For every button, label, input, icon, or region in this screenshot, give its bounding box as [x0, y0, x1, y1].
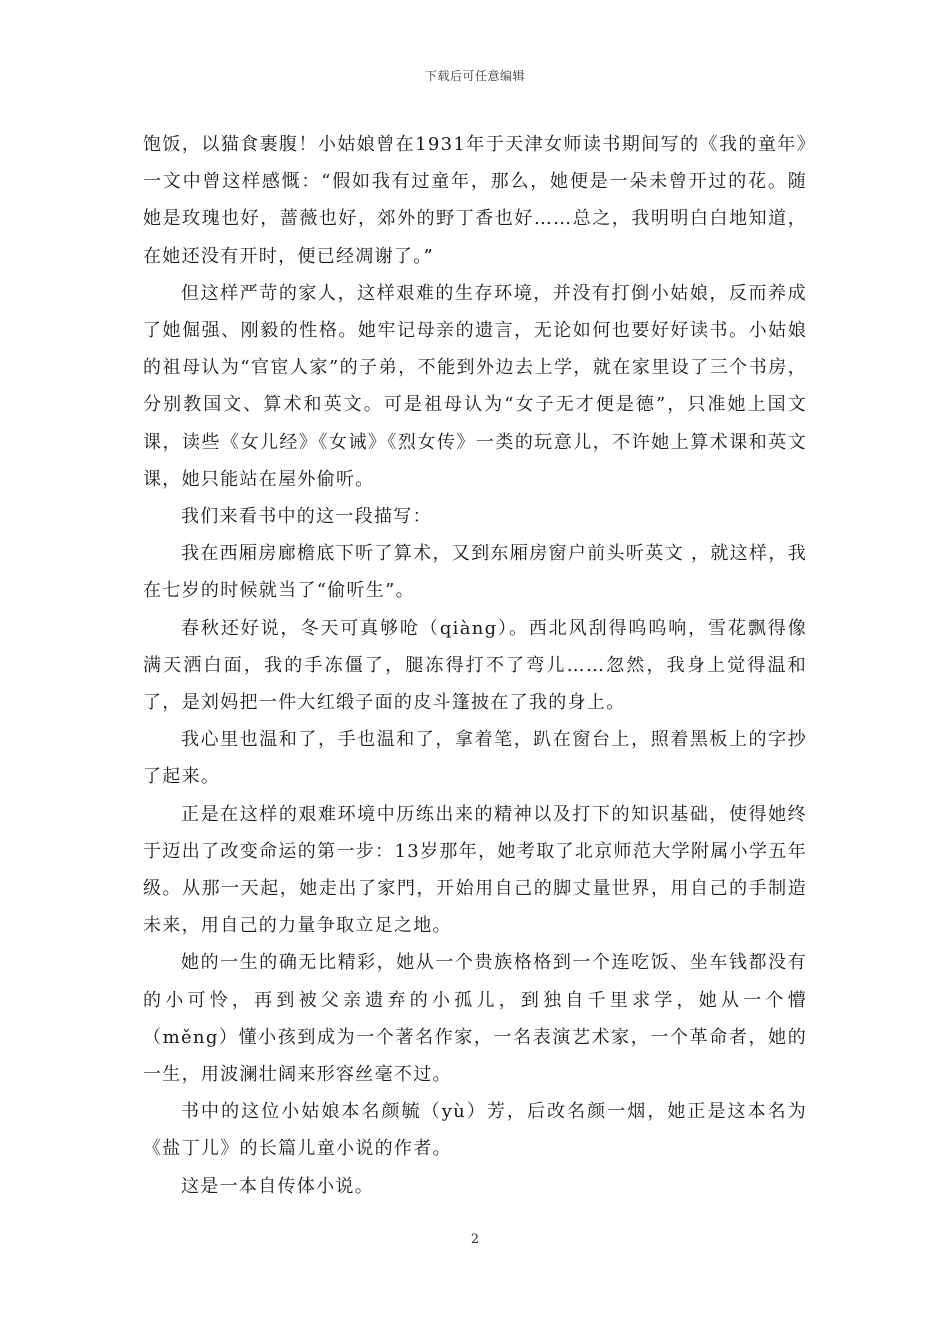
- body-paragraph: 我心里也温和了，手也温和了，拿着笔，趴在窗台上，照着黑板上的字抄了起来。: [143, 729, 807, 788]
- body-paragraph: 正是在这样的艰难环境中历练出来的精神以及打下的知识基础，使得她终于迈出了改变命运的第一步：13岁那年，她考取了北京师范大学附属小学五年级。从那一天起，她走出了家門，开始用自己的脚丈量世界，用自己的手制造未来，用自己的力量争取立足之地。: [143, 803, 807, 937]
- body-paragraph: 我在西厢房廊檐底下听了算术，又到东厢房窗户前头听英文 ，就这样，我在七岁的时候就当了“偷听生”。: [143, 543, 807, 602]
- body-paragraph: 我们来看书中的这一段描写：: [181, 506, 432, 528]
- page-number: 2: [470, 1232, 480, 1247]
- document-body: [143, 126, 807, 1205]
- body-paragraph: 这是一本自传体小说。: [181, 1175, 374, 1197]
- body-paragraph: 但这样严苛的家人，这样艰难的生存环境，并没有打倒小姑娘，反而养成了她倔强、刚毅的性格。她牢记母亲的遗言，无论如何也要好好读书。小姑娘的祖母认为“官宦人家”的子弟，不能到外边去上学，就在家里设了三个书房，分别教国文、算术和英文。可是祖母认为“女子无才便是德”，只准她上国文课，读些《女儿经》《女诫》《烈女传》一类的玩意儿，不许她上算术课和英文课，她只能站在屋外偷听。: [143, 282, 807, 490]
- page-header: 下载后可任意编辑: [424, 69, 525, 83]
- body-paragraph: 她的一生的确无比精彩，她从一个贵族格格到一个连吃饭、坐车钱都没有的小可怜，再到被父亲遗弃的小孤儿，到独自千里求学，她从一个懵（měng）懂小孩到成为一个著名作家，一名表演艺术家，一个革命者，她的一生，用波澜壮阔来形容丝毫不过。: [143, 952, 807, 1086]
- body-paragraph: 书中的这位小姑娘本名颜毓（yù）芳，后改名颜一烟，她正是这本名为《盐丁儿》的长篇儿童小说的作者。: [143, 1101, 807, 1160]
- body-paragraph: 春秋还好说，冬天可真够呛（qiàng）。西北风刮得呜呜响，雪花飘得像满天洒白面，我的手冻僵了，腿冻得打不了弯儿……忽然，我身上觉得温和了，是刘妈把一件大红缎子面的皮斗篷披在了我的身上。: [143, 617, 807, 714]
- body-paragraph: 饱饭，以猫食裹腹！小姑娘曾在1931年于天津女师读书期间写的《我的童年》一文中曾这样感慨：“假如我有过童年，那么，她便是一朵未曾开过的花。随她是玫瑰也好，蔷薇也好，郊外的野丁香也好……总之，我明明白白地知道，在她还没有开时，便已经凋谢了。”: [143, 134, 807, 267]
